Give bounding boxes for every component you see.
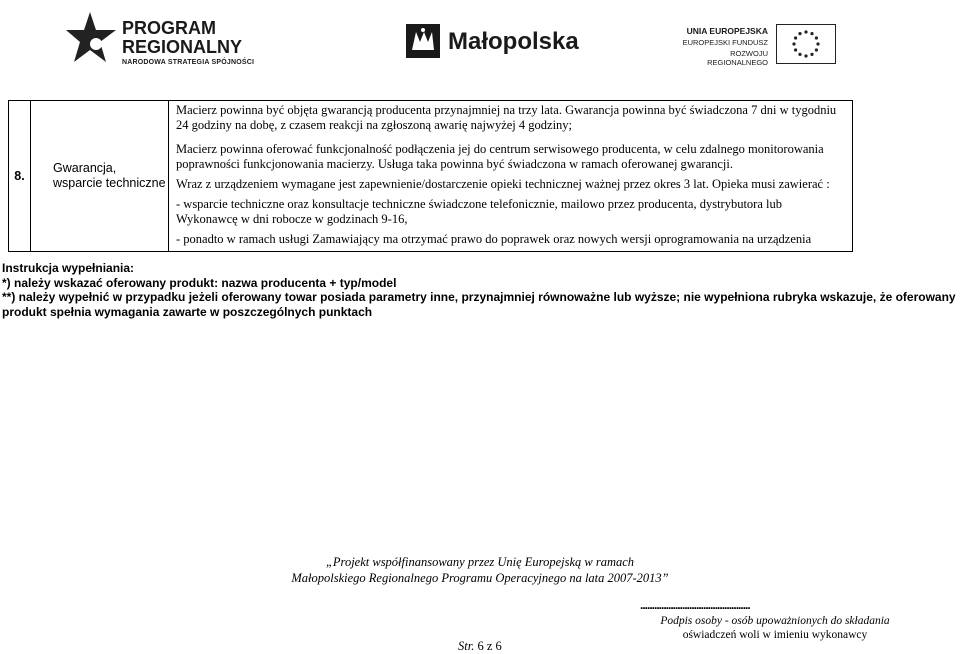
- description-paragraph: Macierz powinna być objęta gwarancją producenta przynajmniej na trzy lata. Gwarancja powinna być świadczona 7 dni w tygodniu 24 godziny na dobę, z czasem reakcji na zgłoszoną awarię najwyżej 4 godziny;: [176, 103, 837, 132]
- malopolska-emblem-icon: [406, 24, 440, 58]
- description-paragraph: - wsparcie techniczne oraz konsultacje techniczne świadczone telefonicznie, mailowo przez producenta, dystrybutora lub Wykonawcę w dni robocze w godzinach 9-16,: [176, 197, 782, 226]
- page-label: Str.: [458, 639, 475, 653]
- row-description: [169, 101, 853, 252]
- logo1-line3: NARODOWA STRATEGIA SPÓJNOŚCI: [122, 59, 255, 66]
- description-paragraph: Macierz powinna oferować funkcjonalność podłączenia jej do centrum serwisowego producenta, w celu zdalnego monitorowania poprawności funkcjonowania macierzy. Usługa taka powinna być świadczona w ramach oferowanej gwarancji.: [176, 142, 824, 171]
- page-sep: z: [486, 639, 493, 653]
- logo-unia-europejska: [668, 22, 840, 66]
- cofinance-note: [240, 554, 720, 586]
- instructions: [2, 261, 958, 319]
- logo2-name: Małopolska: [448, 28, 579, 55]
- instructions-line: *) należy wskazać oferowany produkt: nazwa producenta + typ/model: [2, 275, 397, 290]
- row-label: [31, 101, 169, 252]
- instructions-title: Instrukcja wypełniania:: [2, 261, 135, 275]
- cofinance-line: „Projekt współfinansowany przez Unię Europejską w ramach: [325, 555, 635, 569]
- eu-flag-icon: [776, 24, 836, 64]
- logo3-line3: ROZWOJU REGIONALNEGO: [707, 49, 768, 67]
- logo1-line1: PROGRAM: [122, 18, 216, 38]
- logo3-line2: EUROPEJSKI FUNDUSZ: [682, 38, 768, 47]
- logo-malopolska: [406, 24, 586, 64]
- signature-dots: ...............................................: [640, 598, 750, 612]
- spec-table: [8, 100, 853, 252]
- row-number: 8.: [9, 101, 31, 252]
- table-row: [9, 101, 853, 252]
- logo-program-regionalny: [66, 6, 262, 70]
- row-label-text: Gwarancja, wsparcie techniczne: [53, 161, 166, 190]
- description-paragraph: - ponadto w ramach usługi Zamawiający ma otrzymać prawo do poprawek oraz nowych wersji oprogramowania na urządzenia: [176, 232, 812, 246]
- cofinance-line: Małopolskiego Regionalnego Programu Operacyjnego na lata 2007-2013”: [291, 571, 669, 585]
- logo1-line2: REGIONALNY: [122, 37, 243, 57]
- signature-caption: [640, 614, 910, 642]
- signature-line: Podpis osoby - osób upoważnionych do składania: [660, 615, 890, 627]
- star-emblem-icon: [66, 10, 118, 66]
- logo3-line1: UNIA EUROPEJSKA: [686, 26, 768, 36]
- instructions-line: **) należy wypełnić w przypadku jeżeli oferowany towar posiada parametry inne, przynajmniej równoważne lub wyższe; nie wypełniona rubryka wskazuje, że oferowany produkt spełnia wymagania zawarte w poszczególnych punktach: [2, 290, 956, 319]
- page-current: 6: [477, 639, 484, 653]
- page-total: 6: [495, 639, 502, 653]
- signature-line: oświadczeń woli w imieniu wykonawcy: [682, 629, 868, 641]
- description-paragraph: Wraz z urządzeniem wymagane jest zapewnienie/dostarczenie opieki technicznej ważnej przez okres 3 lat. Opieka musi zawierać :: [176, 177, 830, 191]
